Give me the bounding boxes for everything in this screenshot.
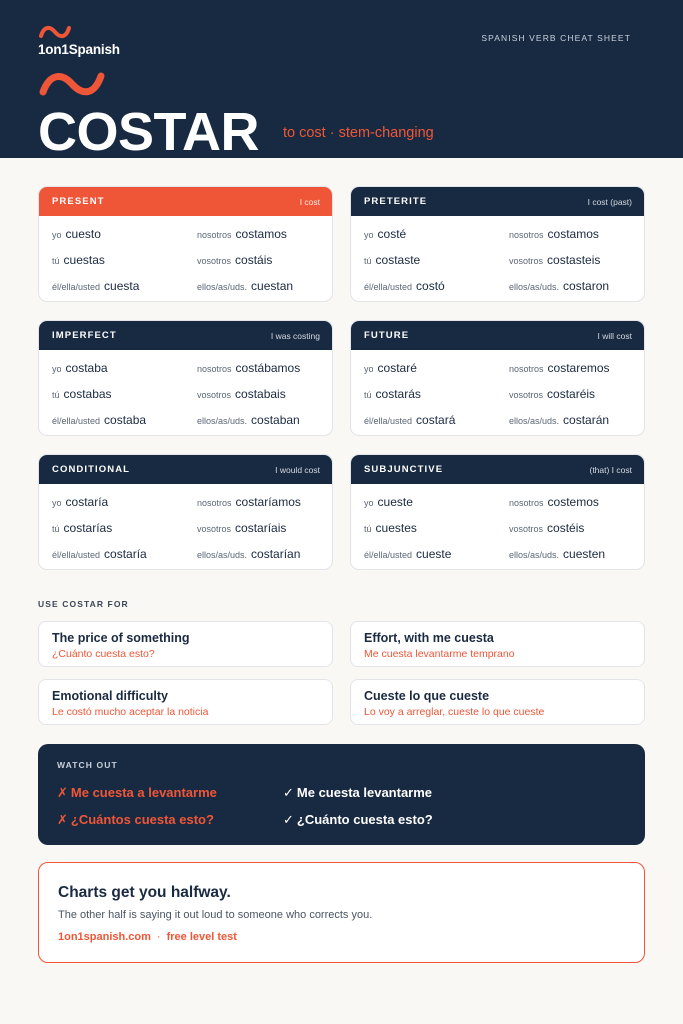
verb-form: cuestes [375,521,417,535]
website-link[interactable]: 1on1spanish.com [58,931,151,943]
form-cell [52,253,105,267]
verb-form: costamos [235,227,287,241]
tense-gloss: I would cost [275,464,320,475]
pronoun: vosotros [197,256,232,266]
tense-name: SUBJUNCTIVE [364,464,444,475]
cta-links [58,930,625,944]
tense-forms [351,216,644,302]
verb-form: costé [377,227,407,241]
pronoun: vosotros [197,524,232,534]
wrong-text: Me cuesta a levantarme [70,785,217,800]
cta-box [38,862,645,963]
form-cell [364,413,455,427]
use-card-emotional [38,679,333,725]
pronoun: vosotros [509,256,544,266]
verb-form: costaban [251,413,300,427]
brand-name: 1on1Spanish [38,42,120,57]
form-cell [197,413,300,427]
tense-gloss: I cost [299,196,320,207]
pronoun: nosotros [197,364,232,374]
pronoun: nosotros [509,498,544,508]
pronoun: él/ella/usted [52,416,101,426]
wrong-example [57,812,214,828]
right-text: Me cuesta levantarme [296,785,433,800]
form-cell [364,227,406,241]
verb-form: cuesten [563,547,606,561]
form-cell [52,279,139,293]
tense-forms [39,350,332,436]
pronoun: tú [52,524,60,534]
form-cell [509,387,595,401]
pronoun: yo [52,498,62,508]
pronoun: yo [52,230,62,240]
tense-forms [39,484,332,570]
verb-form: cueste [377,495,413,509]
brand-logo[interactable] [38,25,120,57]
tense-card-header [39,455,332,484]
use-example: Me cuesta levantarme temprano [364,648,515,660]
form-cell [364,521,417,535]
tense-name: CONDITIONAL [52,464,131,475]
verb-form: costasteis [547,253,601,267]
pronoun: él/ella/usted [52,550,101,560]
pronoun: vosotros [509,524,544,534]
use-title: Emotional difficulty [52,689,168,703]
tense-gloss: (that) I cost [589,464,632,475]
check-icon: ✓ [283,785,294,800]
verb-form: costemos [547,495,599,509]
verb-form: costaré [377,361,417,375]
tense-forms [39,216,332,302]
pronoun: nosotros [509,364,544,374]
tense-card-header [39,187,332,216]
form-cell [509,361,610,375]
tense-card-header [39,321,332,350]
tense-card-future [350,320,645,436]
verb-form: costaba [65,361,108,375]
form-cell [52,361,108,375]
tense-card-present [38,186,333,302]
verb-form: costaría [65,495,109,509]
pronoun: ellos/as/uds. [197,416,248,426]
verb-form: costó [416,279,445,293]
right-example [283,785,432,801]
cross-icon: ✗ [57,812,68,827]
tense-forms [351,484,644,570]
form-cell [197,253,272,267]
uses-section-label: USE COSTAR FOR [38,599,129,609]
tense-card-header [351,187,644,216]
pronoun: nosotros [197,230,232,240]
tense-forms [351,350,644,436]
right-text: ¿Cuánto cuesta esto? [296,812,433,827]
form-cell [197,279,293,293]
pronoun: tú [364,256,372,266]
pronoun: ellos/as/uds. [197,550,248,560]
form-cell [509,413,609,427]
header-banner [0,0,683,162]
separator: · [156,931,161,943]
tense-name: FUTURE [364,330,410,341]
use-card-cueste [350,679,645,725]
tense-card-conditional [38,454,333,570]
verb-form: costarías [63,521,113,535]
verb-title: COSTAR [38,102,259,162]
wrong-text: ¿Cuántos cuesta esto? [70,812,214,827]
tense-gloss: I cost (past) [587,196,632,207]
tense-name: PRETERITE [364,196,428,207]
level-test-link[interactable]: free level test [166,931,237,943]
verb-form: costabas [63,387,112,401]
form-cell [364,547,451,561]
form-cell [509,253,600,267]
tense-name: IMPERFECT [52,330,117,341]
tense-card-header [351,455,644,484]
verb-form: costarán [563,413,610,427]
pronoun: yo [52,364,62,374]
pronoun: él/ella/usted [364,416,413,426]
verb-form: cueste [416,547,452,561]
pronoun: él/ella/usted [52,282,101,292]
use-card-price [38,621,333,667]
form-cell [364,387,421,401]
verb-form: cuesto [65,227,101,241]
verb-form: costarás [375,387,421,401]
form-cell [197,387,286,401]
pronoun: yo [364,230,374,240]
pronoun: ellos/as/uds. [509,282,560,292]
pronoun: él/ella/usted [364,282,413,292]
tilde-decoration-icon [38,70,106,98]
verb-form: cuestan [251,279,294,293]
form-cell [197,521,286,535]
verb-form: costaba [104,413,147,427]
verb-form: costaríamos [235,495,301,509]
form-cell [52,547,147,561]
pronoun: ellos/as/uds. [509,550,560,560]
tense-card-imperfect [38,320,333,436]
form-cell [197,495,301,509]
pronoun: yo [364,364,374,374]
pronoun: nosotros [197,498,232,508]
pronoun: vosotros [509,390,544,400]
tense-name: PRESENT [52,196,105,207]
pronoun: tú [364,390,372,400]
verb-form: costaron [563,279,610,293]
verb-form: costaríais [235,521,287,535]
tense-card-preterite [350,186,645,302]
pronoun: vosotros [197,390,232,400]
pronoun: nosotros [509,230,544,240]
form-cell [509,227,599,241]
use-example: Lo voy a arreglar, cueste lo que cueste [364,706,545,718]
verb-form: costaste [375,253,421,267]
verb-form: costaremos [547,361,610,375]
form-cell [197,227,287,241]
form-cell [52,521,112,535]
pronoun: ellos/as/uds. [509,416,560,426]
form-cell [52,387,112,401]
form-cell [52,495,108,509]
verb-form: costábamos [235,361,301,375]
verb-form: costéis [547,521,585,535]
wrong-example [57,785,217,801]
use-title: The price of something [52,631,190,645]
verb-form: costará [416,413,456,427]
form-cell [509,547,605,561]
verb-form: costarían [251,547,301,561]
pronoun: él/ella/usted [364,550,413,560]
form-cell [197,361,300,375]
pronoun: tú [364,524,372,534]
check-icon: ✓ [283,812,294,827]
verb-form: costabais [235,387,286,401]
verb-form: costaréis [547,387,596,401]
form-cell [364,279,445,293]
tilde-logo-icon [38,25,72,39]
form-cell [197,547,300,561]
form-cell [509,521,584,535]
verb-form: costaría [104,547,147,561]
right-example [283,812,433,828]
verb-subtitle: to cost · stem-changing [283,125,434,141]
verb-form: costamos [547,227,599,241]
cta-title: Charts get you halfway. [58,884,231,901]
verb-form: cuesta [104,279,140,293]
use-title: Effort, with me cuesta [364,631,494,645]
pronoun: tú [52,256,60,266]
tense-card-subjunctive [350,454,645,570]
watch-out-panel [38,744,645,845]
watch-out-label: WATCH OUT [57,760,118,770]
use-example: Le costó mucho aceptar la noticia [52,706,209,718]
pronoun: tú [52,390,60,400]
pronoun: ellos/as/uds. [197,282,248,292]
tense-gloss: I was costing [270,330,320,341]
form-cell [509,495,599,509]
pronoun: yo [364,498,374,508]
tense-gloss: I will cost [597,330,632,341]
verb-form: cuestas [63,253,105,267]
form-cell [364,495,413,509]
form-cell [509,279,609,293]
use-example: ¿Cuánto cuesta esto? [52,648,155,660]
form-cell [52,413,146,427]
form-cell [52,227,101,241]
sheet-label: SPANISH VERB CHEAT SHEET [481,33,631,43]
form-cell [364,361,417,375]
verb-form: costáis [235,253,273,267]
use-title: Cueste lo que cueste [364,689,490,703]
form-cell [364,253,420,267]
use-card-effort [350,621,645,667]
tense-card-header [351,321,644,350]
cta-text: The other half is saying it out loud to someone who corrects you. [58,909,373,921]
cross-icon: ✗ [57,785,68,800]
